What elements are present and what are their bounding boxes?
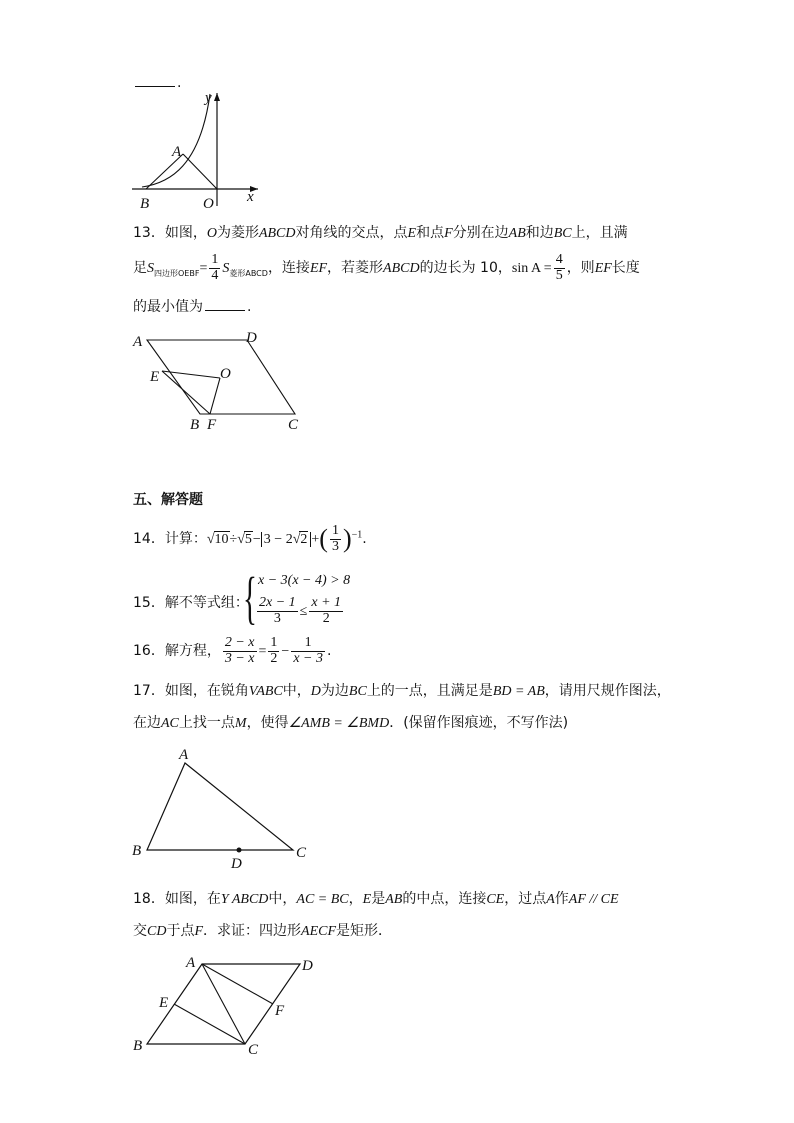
- y-axis-arrow: [214, 93, 220, 101]
- figure-18: [130, 952, 330, 1062]
- period: .: [362, 531, 367, 548]
- text: 作: [554, 891, 569, 907]
- q18-line2: [133, 920, 392, 940]
- text: 上的一点，且满足是: [366, 683, 493, 699]
- label-b: B: [190, 417, 200, 433]
- var: F: [194, 924, 204, 939]
- var: CE: [486, 892, 505, 907]
- fraction: [330, 524, 341, 554]
- var: E: [407, 226, 417, 241]
- label-f: F: [207, 417, 217, 433]
- label-x: x: [247, 189, 254, 205]
- text: 在边: [133, 715, 161, 731]
- numerator: x + 1: [311, 595, 342, 610]
- text: 分别在边: [452, 225, 509, 241]
- exponent: −1: [351, 529, 363, 541]
- label-b: B: [133, 1038, 143, 1054]
- var: EF: [309, 261, 328, 277]
- text: 3 − 2: [263, 532, 293, 548]
- denominator: 5: [555, 267, 563, 283]
- label-a: A: [179, 747, 189, 763]
- denominator: 2: [270, 650, 278, 666]
- label-o: O: [203, 196, 214, 212]
- subscript: 菱形ABCD: [229, 268, 268, 278]
- figure-17: [130, 743, 315, 873]
- var: Y ABCD: [220, 892, 269, 907]
- text: 中，: [282, 683, 311, 699]
- var: ∠AMB = ∠BMD: [288, 716, 390, 731]
- label-c: C: [248, 1042, 259, 1058]
- text: 对角线的交点，点: [295, 225, 408, 241]
- text: 上找一点: [178, 715, 235, 731]
- paren-close: ): [342, 524, 352, 554]
- var: S: [222, 261, 230, 277]
- q14: [133, 524, 367, 554]
- var: BC: [348, 684, 367, 699]
- segment-ef: [162, 371, 210, 414]
- q15-brace: {: [243, 565, 257, 630]
- label-a: A: [133, 334, 143, 350]
- q17-line2: [133, 712, 568, 732]
- answer-blank: [135, 74, 175, 87]
- numerator: 2x − 1: [259, 595, 296, 610]
- operator: ≤: [299, 604, 308, 620]
- point-d: [237, 848, 242, 853]
- label-c: C: [296, 845, 307, 861]
- numerator: 1: [270, 635, 278, 650]
- fraction: [291, 636, 325, 666]
- text: 的边长为 10，: [419, 260, 512, 277]
- answer-blank: [205, 298, 245, 311]
- numerator: 2 − x: [224, 635, 255, 650]
- text: ，: [348, 891, 363, 907]
- var: EF: [594, 261, 612, 277]
- period: .: [326, 643, 332, 660]
- label-c: C: [288, 417, 299, 433]
- text: 足: [133, 260, 147, 277]
- fraction: [223, 636, 257, 666]
- q17-number: 17．如图，在锐角: [133, 683, 249, 699]
- var: ABCD: [383, 261, 420, 277]
- fraction: [209, 253, 220, 283]
- label-o: O: [220, 366, 231, 382]
- q15-ineq1: x − 3(x − 4) > 8: [258, 573, 351, 588]
- sin-expr: sin A =: [511, 261, 552, 277]
- var: O: [206, 226, 217, 241]
- denominator: 3: [273, 610, 281, 626]
- var: S: [147, 261, 154, 277]
- var: A: [546, 892, 555, 907]
- q13-line3: [133, 296, 251, 316]
- var: BC: [553, 226, 572, 241]
- text: 中，: [268, 891, 297, 907]
- q13-line2: [133, 253, 640, 283]
- var: E: [362, 892, 372, 907]
- label-a: A: [186, 955, 196, 971]
- q16: [133, 636, 331, 666]
- text: 的中点，连接: [402, 891, 487, 907]
- label-b: B: [132, 843, 142, 859]
- text: 长度: [611, 260, 640, 277]
- segment-of: [210, 378, 220, 414]
- period: .: [247, 299, 252, 315]
- denominator: 4: [211, 267, 219, 283]
- text: 于点: [166, 923, 195, 939]
- text: ．求证：四边形: [203, 923, 302, 939]
- subscript: 四边形OEBF: [154, 268, 200, 278]
- q16-number: 16．解方程，: [133, 643, 221, 660]
- numerator: 1: [331, 523, 339, 538]
- var: F: [444, 226, 453, 241]
- var: AC = BC: [296, 892, 349, 907]
- denominator: x − 3: [293, 650, 323, 666]
- radicand: 10: [214, 532, 229, 548]
- var: AECF: [301, 924, 337, 939]
- var: CD: [147, 924, 167, 939]
- q17-line1: [133, 680, 671, 700]
- sqrt-10: √10: [206, 532, 229, 548]
- text: 如图，: [164, 225, 207, 241]
- var: D: [310, 684, 321, 699]
- label-y: y: [205, 90, 212, 106]
- var: VABC: [248, 684, 283, 699]
- triangle-abc: [147, 763, 293, 850]
- operator: ÷: [229, 532, 238, 548]
- text: ，过点: [504, 891, 547, 907]
- period: .: [177, 75, 182, 91]
- var: AB: [508, 226, 526, 241]
- curve: [142, 94, 210, 187]
- q15-number: 15．解不等式组：: [133, 595, 249, 611]
- text: ，连接: [267, 260, 310, 277]
- label-e: E: [159, 995, 169, 1011]
- q13-number: 13．: [133, 225, 165, 241]
- text: 是矩形．: [336, 923, 393, 939]
- text: ．(保留作图痕迹，不写作法): [389, 715, 569, 731]
- operator: −: [281, 644, 290, 660]
- label-d: D: [302, 958, 313, 974]
- section-title: 五、解答题: [133, 492, 203, 508]
- label-b: B: [140, 196, 150, 212]
- text: 是: [371, 891, 386, 907]
- operator: −: [252, 532, 261, 548]
- denominator: 2: [322, 610, 330, 626]
- label-e: E: [150, 369, 160, 385]
- fraction: [257, 596, 298, 626]
- text: ，请用尺规作图法，: [544, 683, 671, 699]
- q18-number: 18．如图，在: [133, 891, 221, 907]
- denominator: 3: [331, 538, 339, 554]
- numerator: 1: [291, 636, 325, 652]
- numerator: 4: [555, 252, 563, 267]
- fraction: [554, 253, 565, 283]
- segment-eo: [162, 371, 220, 378]
- q14-number: 14．计算：: [133, 531, 207, 548]
- radicand: 5: [244, 532, 252, 548]
- text: 为菱形: [216, 225, 259, 241]
- q18-line1: [133, 888, 619, 908]
- var: ABCD: [258, 226, 296, 241]
- operator: =: [199, 261, 208, 277]
- text: 的最小值为: [133, 299, 203, 315]
- q15-ineq2: [255, 596, 345, 626]
- radicand: 2: [300, 532, 308, 548]
- q13-line1: [133, 222, 628, 242]
- figure-13: [130, 328, 310, 438]
- fraction: [268, 636, 279, 666]
- var: AB: [385, 892, 403, 907]
- label-d: D: [246, 330, 257, 346]
- text: 上，且满: [571, 225, 628, 241]
- text: 交: [133, 923, 147, 939]
- text: 和边: [525, 225, 554, 241]
- figure-12: [130, 88, 270, 213]
- var: M: [234, 716, 247, 731]
- sqrt-5: √5: [237, 532, 252, 548]
- label-a: A: [172, 144, 182, 160]
- text: ，使得: [246, 715, 289, 731]
- label-f: F: [275, 1003, 285, 1019]
- text: ，则: [566, 260, 595, 277]
- denominator: 3 − x: [224, 650, 255, 666]
- text: 和点: [416, 225, 445, 241]
- var: BD = AB: [492, 684, 545, 699]
- paren-open: (: [319, 524, 328, 554]
- abs-expr: 3 − 2√2: [261, 532, 312, 547]
- numerator: 1: [211, 252, 219, 267]
- fraction: [309, 596, 343, 626]
- label-d: D: [231, 856, 242, 872]
- var: AF // CE: [568, 892, 619, 907]
- text: ，若菱形: [327, 260, 384, 277]
- segment-ao: [183, 154, 217, 189]
- text: 为边: [320, 683, 349, 699]
- var: AC: [161, 716, 179, 731]
- operator: =: [258, 644, 267, 660]
- operator: +: [311, 532, 320, 548]
